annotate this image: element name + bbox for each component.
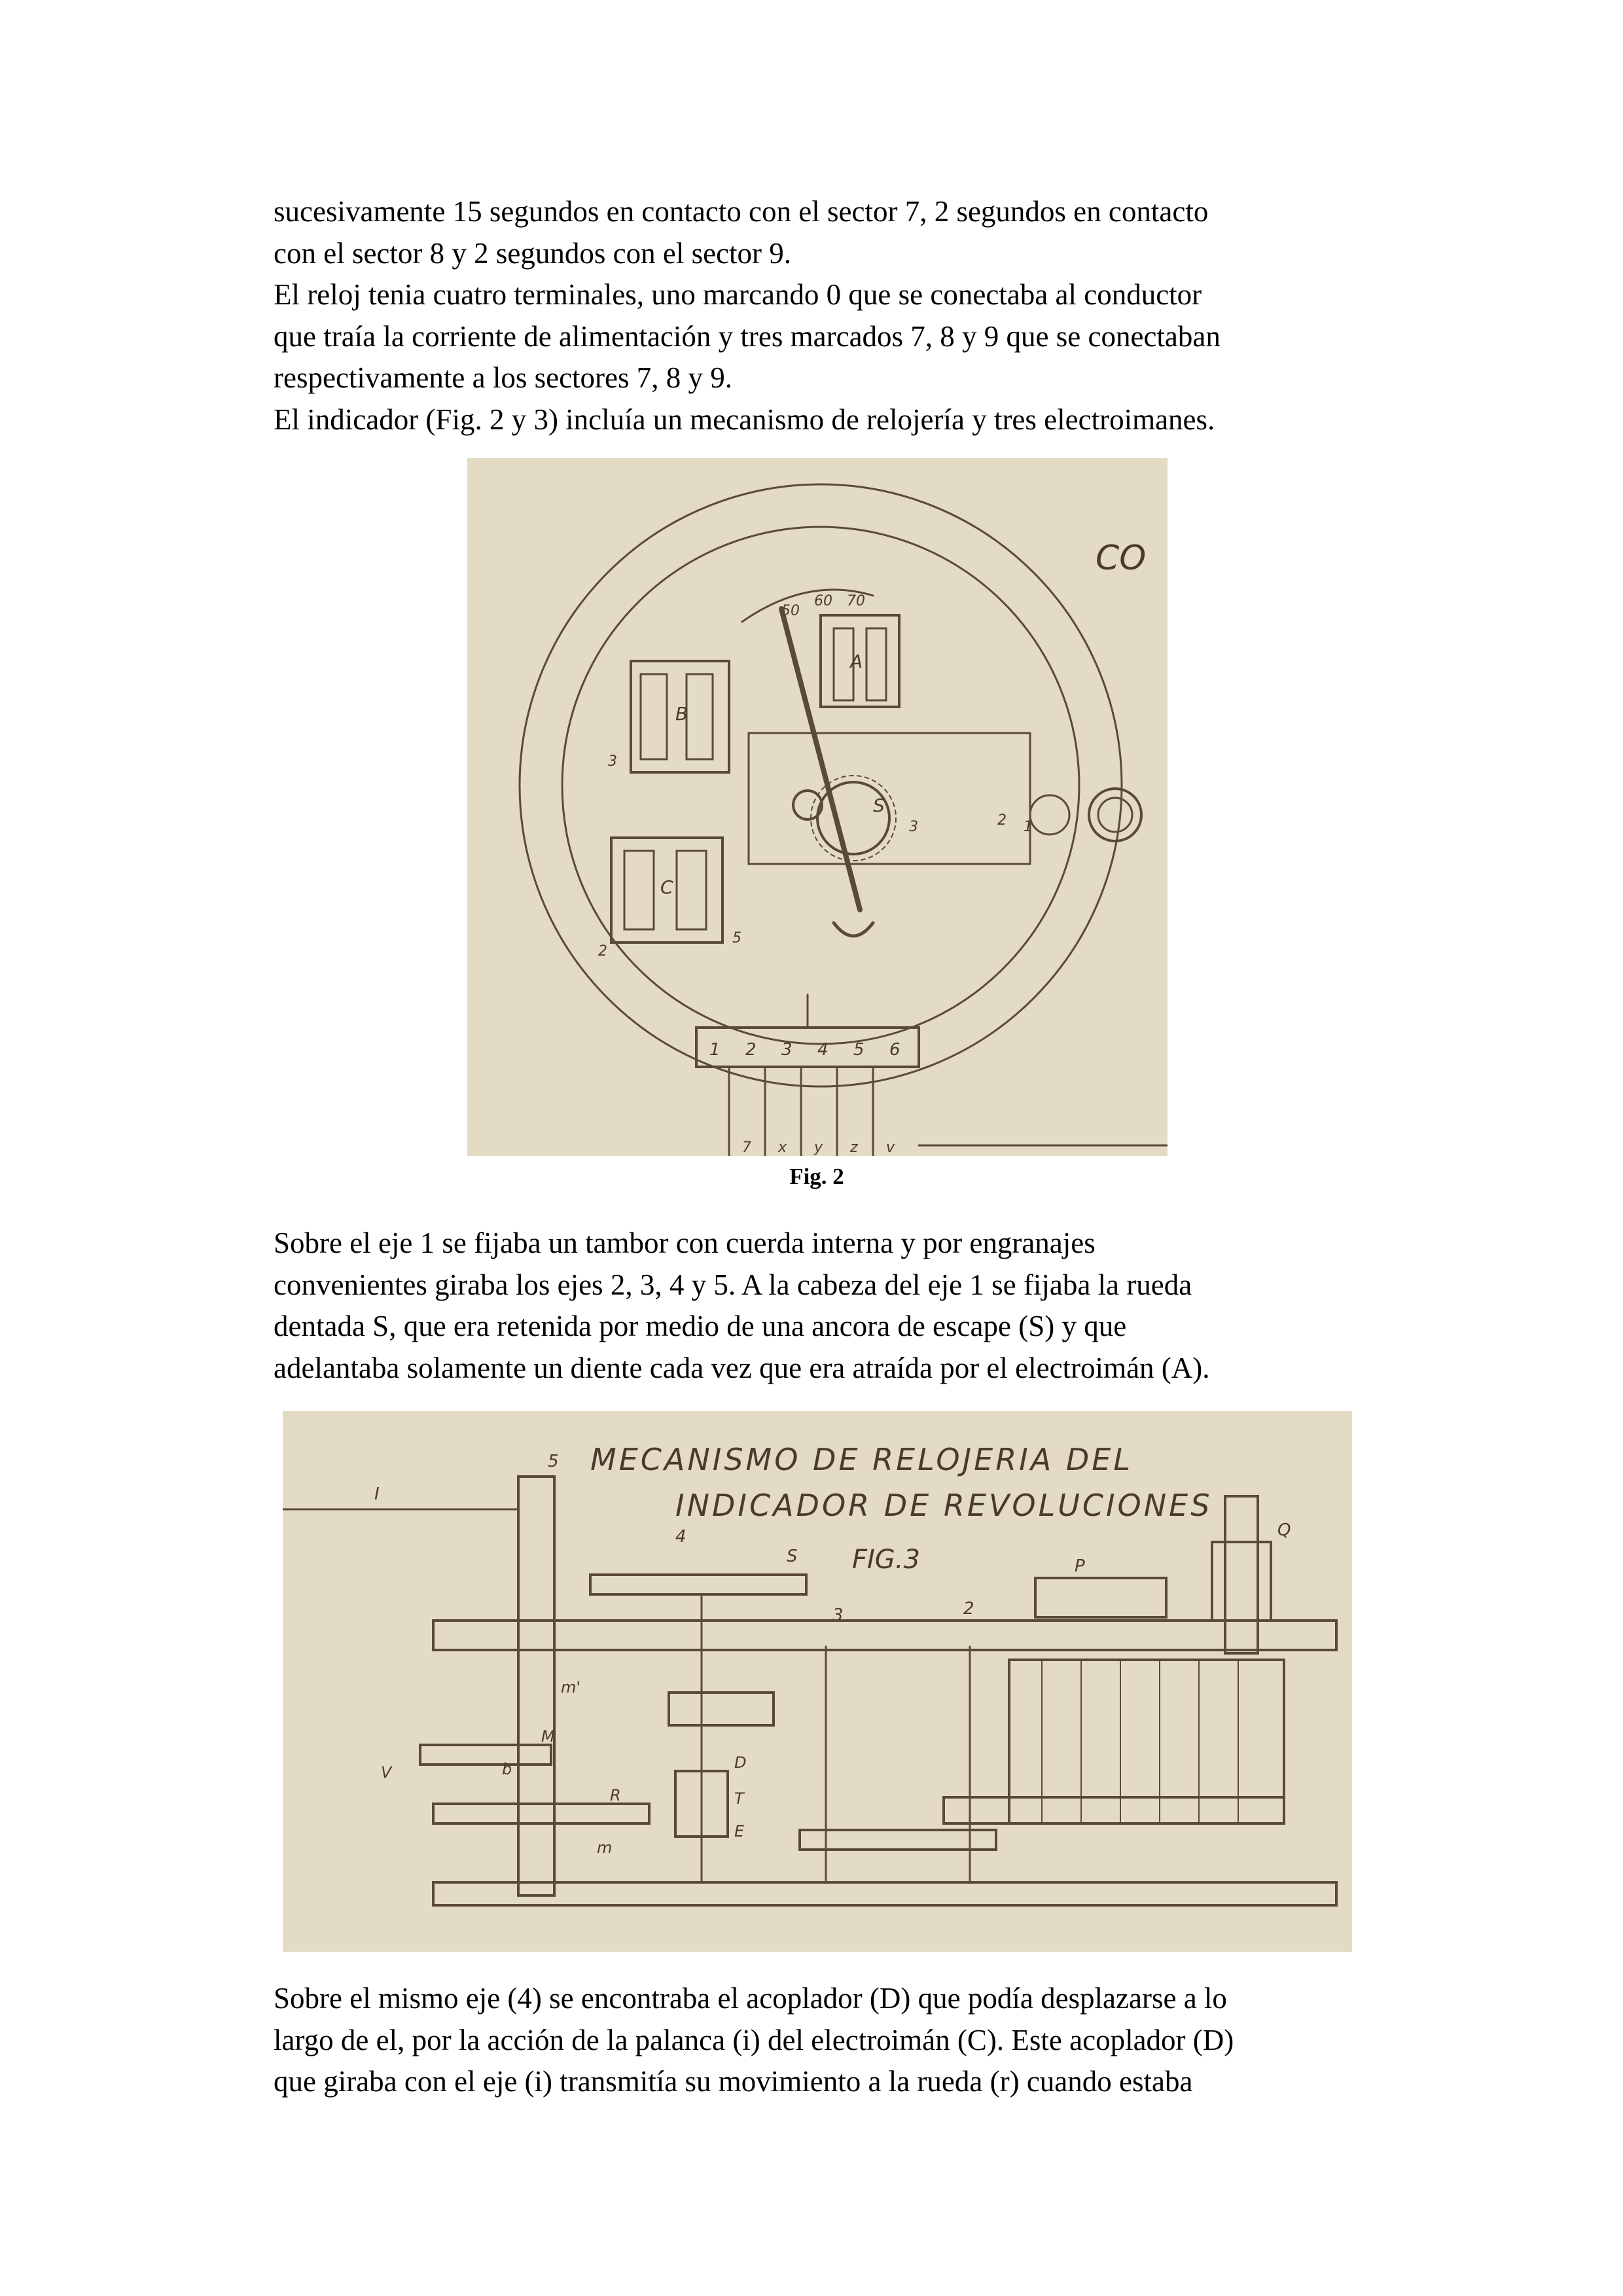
part-label: S [787,1547,798,1566]
side-label: 5 [732,930,741,946]
part-label: m' [561,1678,580,1696]
mount-plate [749,733,1030,864]
side-label: 3 [608,753,617,770]
gear-d [669,1693,774,1725]
part-label: M [541,1727,555,1746]
wire-label: z [850,1139,858,1156]
figure-3-title: INDICADOR DE REVOLUCIONES [675,1488,1213,1523]
terminal-number: 1 [709,1040,721,1060]
part-label: Q [1277,1520,1291,1540]
terminal-number: 6 [889,1040,901,1060]
gear-s [590,1575,806,1594]
part-label: 2 [963,1599,974,1619]
small-gear [1030,795,1069,834]
terminal-number: 3 [781,1040,793,1060]
gear-m [420,1745,551,1765]
drum-gear [944,1797,1284,1823]
gear-q [1212,1542,1271,1621]
lower-plate [433,1882,1336,1905]
text-line: sucesivamente 15 segundos en contacto con el sector 7, 2 segundos en contacto [274,195,1209,228]
text-line: El indicador (Fig. 2 y 3) incluía un mecanismo de relojería y tres electroimanes. [274,403,1215,436]
paragraph-3 [274,1978,1360,2103]
magnet-c-label: C [660,876,673,898]
magnet-a-label: A [850,651,863,672]
terminal-number: 2 [745,1040,757,1060]
header-fragment: CO [1096,539,1147,578]
right-gear-inner [1098,798,1132,832]
part-label: T [734,1789,744,1808]
dial-number: 70 [847,593,865,609]
part-label: I [374,1484,380,1504]
side-label: 2 [598,943,607,960]
part-label: E [734,1822,745,1840]
text-line: que traía la corriente de alimentación y tres marcados 7, 8 y 9 que se conectaban [274,319,1221,353]
gear-p [1035,1578,1166,1617]
part-label: 3 [832,1605,844,1625]
paragraph-1 [274,191,1360,440]
terminal-block [696,1028,919,1067]
pointer-hub [793,791,822,819]
figure-3-label: FIG.3 [852,1545,920,1575]
gear-r [433,1804,649,1823]
coil [641,674,667,759]
terminal-number: 5 [853,1040,865,1060]
figure-2-drawing [467,458,1168,1156]
figure-3-drawing [283,1411,1352,1952]
text-line: que giraba con el eje (i) transmitía su movimiento a la rueda (r) cuando estaba [274,2065,1193,2098]
wire-label: v [886,1139,895,1156]
text-line: largo de el, por la acción de la palanca (i) del electroimán (C). Este acoplador (D) [274,2023,1234,2056]
terminal-number: 4 [817,1040,829,1060]
part-label: V [381,1763,392,1782]
part-label: b [502,1760,512,1778]
figure-3-image [283,1411,1352,1952]
text-line: Sobre el eje 1 se fijaba un tambor con cuerda interna y por engranajes [274,1227,1096,1259]
outer-ring [520,484,1122,1086]
paragraph-2 [274,1223,1360,1389]
spring-drum [1009,1660,1284,1823]
text-line: Sobre el mismo eje (4) se encontraba el acoplador (D) que podía desplazarse a lo [274,1982,1227,2015]
figure-2-caption: Fig. 2 [789,1164,844,1189]
dial-number: 50 [781,603,800,619]
counterweight [834,923,873,936]
figure-3-title: MECANISMO DE RELOJERIA DEL [590,1442,1133,1477]
wheel-s-label: S [873,795,885,816]
part-label: D [734,1753,747,1772]
coil [677,851,706,929]
text-line: El reloj tenia cuatro terminales, uno marcando 0 que se conectaba al conductor [274,278,1202,311]
magnet-b-label: B [675,703,688,725]
coil [866,628,886,700]
side-label: 3 [909,819,918,835]
text-line: con el sector 8 y 2 segundos con el sector 9. [274,236,792,270]
part-label: 5 [548,1452,559,1471]
part-label: R [610,1786,621,1804]
right-gear [1089,789,1141,841]
text-line: respectivamente a los sectores 7, 8 y 9. [274,361,733,394]
side-label: 1 [1024,819,1033,835]
wire-label: 7 [742,1139,751,1156]
text-line: adelantaba solamente un diente cada vez que era atraída por el electroimán (A). [274,1351,1210,1384]
text-line: convenientes giraba los ejes 2, 3, 4 y 5. A la cabeza del eje 1 se fijaba la rueda [274,1268,1192,1301]
wire-label: y [814,1139,823,1156]
figure-2-image [467,458,1168,1156]
intermediate-gear [800,1830,996,1850]
wire-label: x [778,1139,787,1156]
coil [687,674,713,759]
part-label: m [597,1839,613,1857]
main-column [518,1477,554,1895]
part-label: P [1075,1556,1085,1576]
coil [624,851,654,929]
part-label: 4 [675,1527,687,1547]
upper-plate [433,1621,1336,1650]
side-label: 2 [997,812,1007,829]
text-line: dentada S, que era retenida por medio de una ancora de escape (S) y que [274,1310,1127,1342]
shaft-q [1225,1496,1258,1653]
wheel-teeth [811,776,896,861]
dial-number: 60 [814,593,832,609]
